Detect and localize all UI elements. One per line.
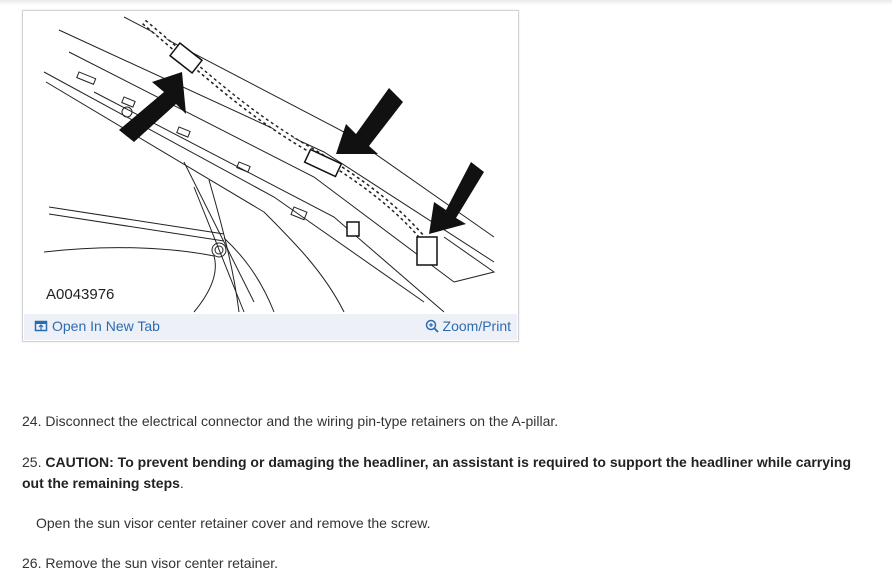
figure-panel bbox=[22, 10, 519, 342]
caution-period: . bbox=[179, 475, 184, 491]
top-shadow-bar bbox=[0, 0, 892, 5]
step-text: Disconnect the electrical connector and the wiring pin-type retainers on the A-pillar. bbox=[45, 413, 559, 429]
a-pillar-wiring-illustration bbox=[24, 12, 517, 316]
figure-id-label: A0043976 bbox=[46, 286, 115, 303]
step-number: 24. bbox=[22, 413, 42, 429]
open-in-new-tab-label: Open In New Tab bbox=[52, 318, 160, 334]
step-24 bbox=[22, 411, 872, 432]
zoom-print-label: Zoom/Print bbox=[442, 318, 511, 334]
step-25-substep: Open the sun visor center retainer cover and remove the screw. bbox=[36, 515, 431, 531]
step-number: 25. bbox=[22, 454, 42, 470]
step-number: 26. bbox=[22, 555, 42, 571]
zoom-icon bbox=[425, 319, 439, 333]
step-25 bbox=[22, 452, 872, 494]
open-in-new-tab-icon bbox=[34, 319, 48, 333]
step-26 bbox=[22, 553, 872, 574]
caution-text: CAUTION: To prevent bending or damaging the headliner, an assistant is required to support the headliner while carrying out the remaining steps bbox=[22, 454, 852, 491]
open-in-new-tab-link[interactable] bbox=[34, 318, 160, 334]
step-text: Remove the sun visor center retainer. bbox=[45, 555, 279, 571]
zoom-print-link[interactable] bbox=[425, 318, 511, 334]
figure-footer bbox=[24, 314, 517, 340]
